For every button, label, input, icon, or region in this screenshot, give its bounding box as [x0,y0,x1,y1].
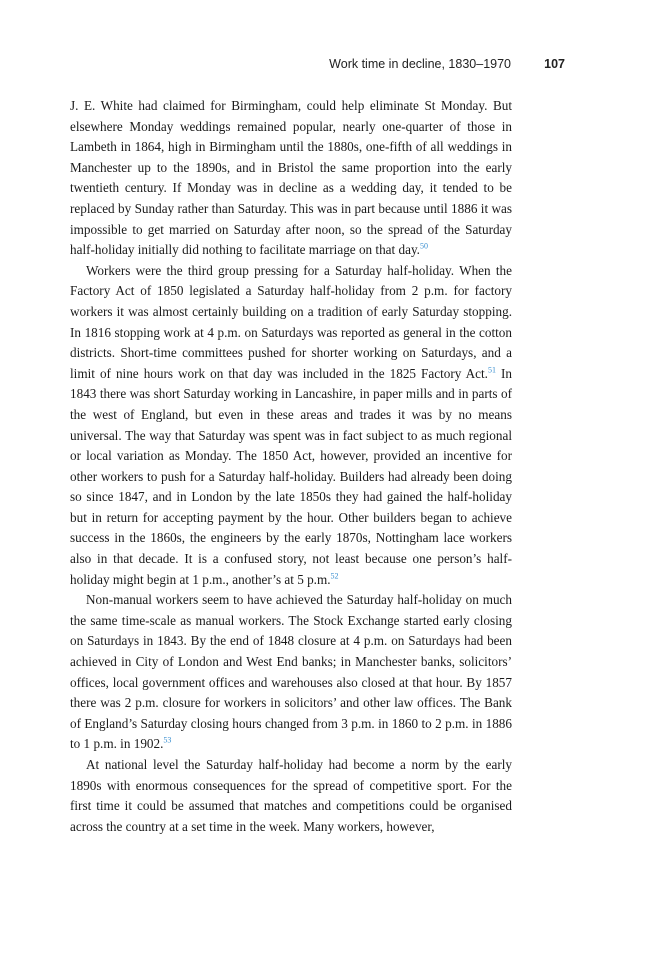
body-text [70,96,512,837]
paragraph-2-text-b: In 1843 there was short Saturday working in Lancashire, in paper mills and in parts of the west of England, but even in these areas and trades it was by no means universal. The way that Saturday was spent was in fact subject to as much regional or local variation as Monday. The 1850 Act, however, provided an incentive for other workers to push for a Saturday half-holiday. Builders had already been doing so since 1847, and in London by the late 1850s they had gained the half-holiday but in return for accepting payment by the hour. Other builders began to achieve success in the 1860s, the engineers by the early 1870s, Nottingham lace workers also in that decade. It is a confused story, not least because one person’s half-holiday might begin at 1 p.m., another’s at 5 p.m. [70,365,512,587]
paragraph-3 [70,590,512,755]
page-number: 107 [544,57,565,71]
footnote-ref-53[interactable]: 53 [163,736,172,746]
paragraph-2-text-a: Workers were the third group pressing for a Saturday half-holiday. When the Factory Act of 1850 legislated a Saturday half-holiday from 2 p.m. for factory workers it was almost certainly building on a tradition of early Saturday stopping. In 1816 stopping work at 4 p.m. on Saturdays was reported as general in the cotton districts. Short-time committees pushed for shorter working on Saturdays, and a limit of nine hours work on that day was included in the 1825 Factory Act. [70,262,512,381]
paragraph-3-text: Non-manual workers seem to have achieved the Saturday half-holiday on much the same time-scale as manual workers. The Stock Exchange started early closing on Saturdays in 1843. By the end of 1848 closure at 4 p.m. on Saturdays had been achieved in City of London and West End banks; in Manchester banks, solicitors’ offices, local government offices and warehouses also closed at that hour. By 1857 there was 2 p.m. closure for workers in solicitors’ and other law offices. The Bank of England’s Saturday closing hours changed from 3 p.m. in 1860 to 2 p.m. in 1886 to 1 p.m. in 1902. [70,592,512,752]
running-title: Work time in decline, 1830–1970 [329,57,511,71]
footnote-ref-50[interactable]: 50 [419,241,428,251]
paragraph-4 [70,755,512,837]
footnote-ref-52[interactable]: 52 [330,571,339,581]
paragraph-2 [70,261,512,591]
running-head [70,57,565,77]
paragraph-4-text: At national level the Saturday half-holiday had become a norm by the early 1890s with enormous consequences for the spread of competitive sport. For the first time it could be assumed that matches and competitions could be organised across the country at a set time in the week. Many workers, however, [70,757,512,834]
paragraph-1 [70,96,512,261]
paragraph-1-text: J. E. White had claimed for Birmingham, could help eliminate St Monday. But elsewhere Monday weddings remained popular, nearly one-quarter of those in Lambeth in 1864, high in Birmingham until the 1880s, one-fifth of all weddings in Manchester up to the 1890s, and in Bristol the same proportion into the early twentieth century. If Monday was in decline as a wedding day, it tended to be replaced by Sunday rather than Saturday. This was in part because until 1886 it was impossible to get married on Saturday after noon, so the spread of the Saturday half-holiday initially did nothing to facilitate marriage on that day. [70,98,512,258]
footnote-ref-51[interactable]: 51 [487,365,496,375]
